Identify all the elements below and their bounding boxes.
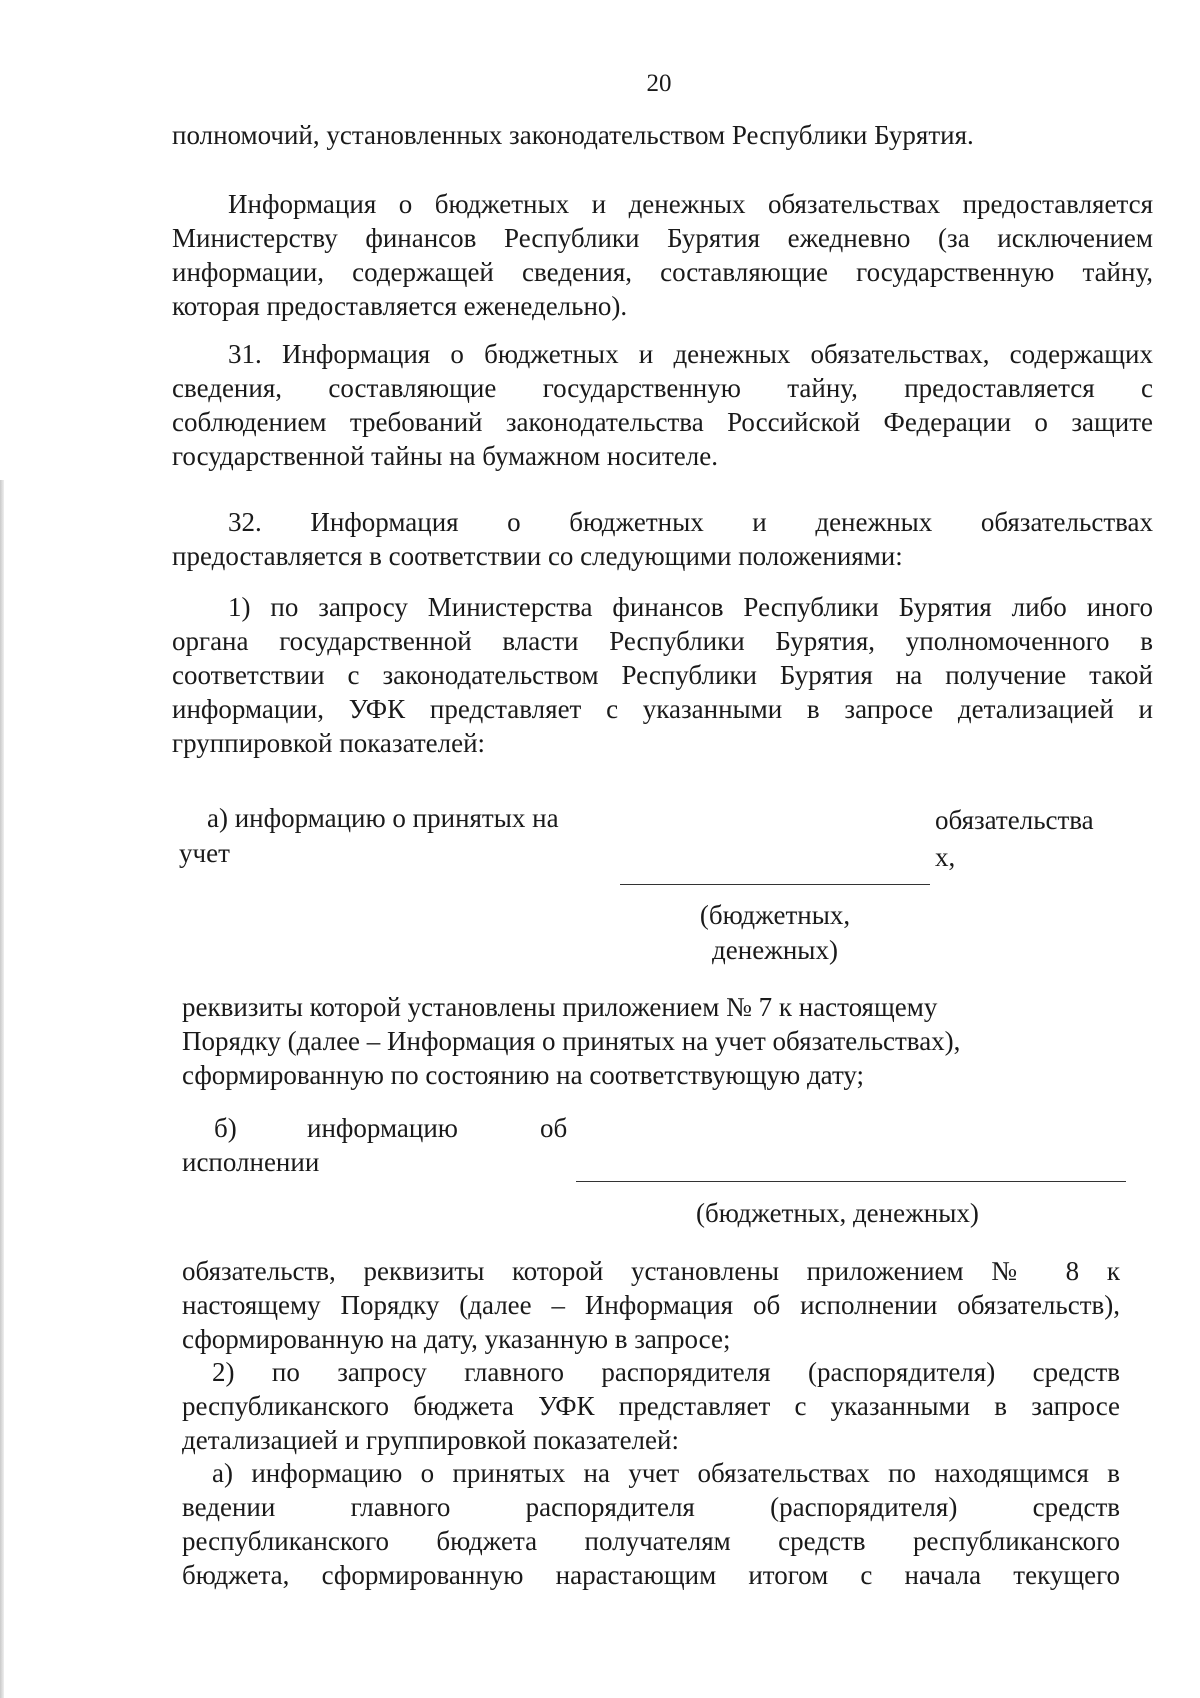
item-a-blank-line: [620, 884, 930, 885]
item-b-word-1: б): [214, 1113, 237, 1143]
paragraph-31: [172, 337, 1153, 473]
text-line: ведении главного распорядителя (распорядителя) средств: [182, 1492, 1120, 1522]
item-b-word-3: об: [540, 1113, 568, 1143]
text-line: государственной тайны на бумажном носителе.: [172, 441, 718, 471]
item-a-right-line1: обязательства: [935, 805, 1094, 835]
item-b-blank-line: [576, 1181, 1126, 1182]
item-b-hint: (бюджетных, денежных): [696, 1198, 979, 1228]
paragraph-item-b-continuation: [182, 1254, 1120, 1356]
scan-edge-shadow: [0, 480, 4, 1698]
item-a-label-line1: а) информацию о принятых на: [207, 803, 559, 833]
text-line: 1) по запросу Министерства финансов Республики Бурятия либо иного: [228, 592, 1153, 622]
text-line: Порядку (далее – Информация о принятых на учет обязательствах),: [182, 1026, 961, 1056]
text-line: 31. Информация о бюджетных и денежных обязательствах, содержащих: [228, 339, 1153, 369]
item-a-label-line2: учет: [179, 838, 230, 868]
text-line: сведения, составляющие государственную тайну, предоставляется с: [172, 373, 1153, 403]
text-line: республиканского бюджета получателям средств республиканского: [182, 1526, 1120, 1556]
item-a-hint-line2: денежных): [712, 935, 838, 965]
text-line: сформированную на дату, указанную в запросе;: [182, 1324, 731, 1354]
text-line: сформированную по состоянию на соответствующую дату;: [182, 1060, 865, 1090]
text-line: 32. Информация о бюджетных и денежных обязательствах: [228, 507, 1153, 537]
item-a-right-line2: х,: [935, 842, 956, 872]
text-line: а) информацию о принятых на учет обязательствах по находящимся в: [212, 1458, 1120, 1488]
paragraph-32: [172, 505, 1153, 573]
text-line: группировкой показателей:: [172, 728, 486, 758]
text-line: которая предоставляется еженедельно).: [172, 291, 628, 321]
text-line: реквизиты которой установлены приложением № 7 к настоящему: [182, 992, 938, 1022]
item-a-hint-line1: (бюджетных,: [699, 900, 851, 930]
item-b-line2: исполнении: [182, 1147, 320, 1177]
paragraph-item-2a: [182, 1456, 1120, 1592]
text-line: республиканского бюджета УФК представляет с указанными в запросе: [182, 1391, 1120, 1421]
text-line: бюджета, сформированную нарастающим итогом с начала текущего: [182, 1560, 1120, 1590]
paragraph-intro: [172, 118, 1072, 152]
text-line: Информация о бюджетных и денежных обязательствах предоставляется: [228, 189, 1153, 219]
paragraph-item-a-continuation: [182, 990, 1042, 1092]
text-line: информации, содержащей сведения, составляющие государственную тайну,: [172, 257, 1153, 287]
item-b-word-2: информацию: [307, 1113, 458, 1143]
text-line: органа государственной власти Республики Бурятия, уполномоченного в: [172, 626, 1153, 656]
text-line: соответствии с законодательством Республики Бурятия на получение такой: [172, 660, 1153, 690]
paragraph-info-provision: [172, 187, 1153, 323]
text-line: полномочий, установленных законодательством Республики Бурятия.: [172, 120, 974, 150]
text-line: 2) по запросу главного распорядителя (распорядителя) средств: [212, 1357, 1120, 1387]
text-line: настоящему Порядку (далее – Информация об исполнении обязательств),: [182, 1290, 1120, 1320]
text-line: предоставляется в соответствии со следующими положениями:: [172, 541, 903, 571]
text-line: соблюдением требований законодательства Российской Федерации о защите: [172, 407, 1153, 437]
text-line: детализацией и группировкой показателей:: [182, 1425, 679, 1455]
text-line: Министерству финансов Республики Бурятия ежедневно (за исключением: [172, 223, 1153, 253]
paragraph-item-2: [182, 1355, 1120, 1457]
text-line: обязательств, реквизиты которой установлены приложением № 8 к: [182, 1256, 1120, 1286]
text-line: информации, УФК представляет с указанными в запросе детализацией и: [172, 694, 1153, 724]
paragraph-item-1: [172, 590, 1153, 760]
page-number: 20: [646, 70, 672, 97]
